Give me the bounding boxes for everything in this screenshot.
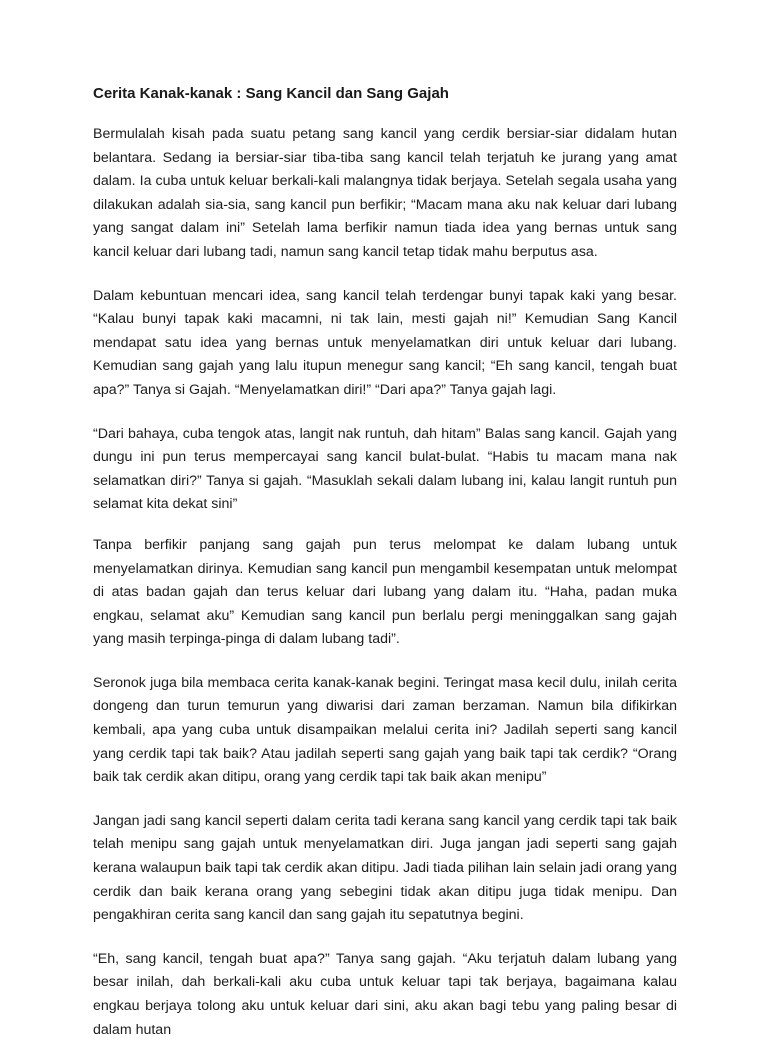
paragraph-7: “Eh, sang kancil, tengah buat apa?” Tanya sang gajah. “Aku terjatuh dalam lubang yang besar inilah, dah berkali-kali aku cuba untuk keluar tapi tak berjaya, bagaimana kalau engkau berjaya tolong aku untuk keluar dari sini, aku akan bagi tebu yang paling besar di dalam hutan <box>93 950 677 1038</box>
paragraph-4: Tanpa berfikir panjang sang gajah pun terus melompat ke dalam lubang untuk menyelamatkan dirinya. Kemudian sang kancil pun mengambil kesempatan untuk melompat di atas badan gajah dan terus keluar dari lubang yang dalam itu. “Haha, padan muka engkau, selamat aku” Kemudian sang kancil pun berlalu pergi meninggalkan sang gajah yang masih terpinga-pinga di dalam lubang tadi”. <box>93 536 677 648</box>
paragraph-6: Jangan jadi sang kancil seperti dalam cerita tadi kerana sang kancil yang cerdik tapi tak baik telah menipu sang gajah untuk menyelamatkan diri. Juga jangan jadi seperti sang gajah kerana walaupun baik tapi tak cerdik akan ditipu. Jadi tiada pilihan lain selain jadi orang yang cerdik dan baik kerana orang yang sebegini tidak akan ditipu juga tidak menipu. Dan pengakhiran cerita sang kancil dan sang gajah itu sepatutnya begini. <box>93 812 677 924</box>
paragraph-2: Dalam kebuntuan mencari idea, sang kancil telah terdengar bunyi tapak kaki yang besar. “Kalau bunyi tapak kaki macamni, ni tak lain, mesti gajah ni!” Kemudian Sang Kancil mendapat satu idea yang bernas untuk menyelamatkan diri untuk keluar dari lubang. Kemudian sang gajah yang lalu itupun menegur sang kancil; “Eh sang kancil, tengah buat apa?” Tanya si Gajah. “Menyelamatkan diri!” “Dari apa?” Tanya gajah lagi. <box>93 287 677 398</box>
document-title: Cerita Kanak-kanak : Sang Kancil dan Sang Gajah <box>93 85 449 102</box>
paragraph-1: Bermulalah kisah pada suatu petang sang kancil yang cerdik bersiar-siar didalam hutan belantara. Sedang ia bersiar-siar tiba-tiba sang kancil telah terjatuh ke jurang yang amat dalam. Ia cuba untuk keluar berkali-kali malangnya tidak berjaya. Setelah segala usaha yang dilakukan adalah sia-sia, sang kancil pun berfikir; “Macam mana aku nak keluar dari lubang yang sangat dalam ini” Setelah lama berfikir namun tiada idea yang bernas untuk sang kancil keluar dari lubang tadi, namun sang kancil tetap tidak mahu berputus asa. <box>93 126 677 260</box>
document-page <box>93 84 677 1042</box>
paragraph-5: Seronok juga bila membaca cerita kanak-kanak begini. Teringat masa kecil dulu, inilah cerita dongeng dan turun temurun yang diwarisi dari zaman berzaman. Namun bila difikirkan kembali, apa yang cuba untuk disampaikan melalui cerita ini? Jadilah seperti sang kancil yang cerdik tapi tak baik? Atau jadilah seperti sang gajah yang baik tapi tak cerdik? “Orang baik tak cerdik akan ditipu, orang yang cerdik tapi tak baik akan menipu” <box>93 674 677 786</box>
paragraph-3: “Dari bahaya, cuba tengok atas, langit nak runtuh, dah hitam” Balas sang kancil. Gajah yang dungu ini pun terus mempercayai sang kancil bulat-bulat. “Habis tu macam mana nak selamatkan diri?” Tanya si gajah. “Masuklah sekali dalam lubang ini, kalau langit runtuh pun selamat kita dekat sini” <box>93 425 677 513</box>
